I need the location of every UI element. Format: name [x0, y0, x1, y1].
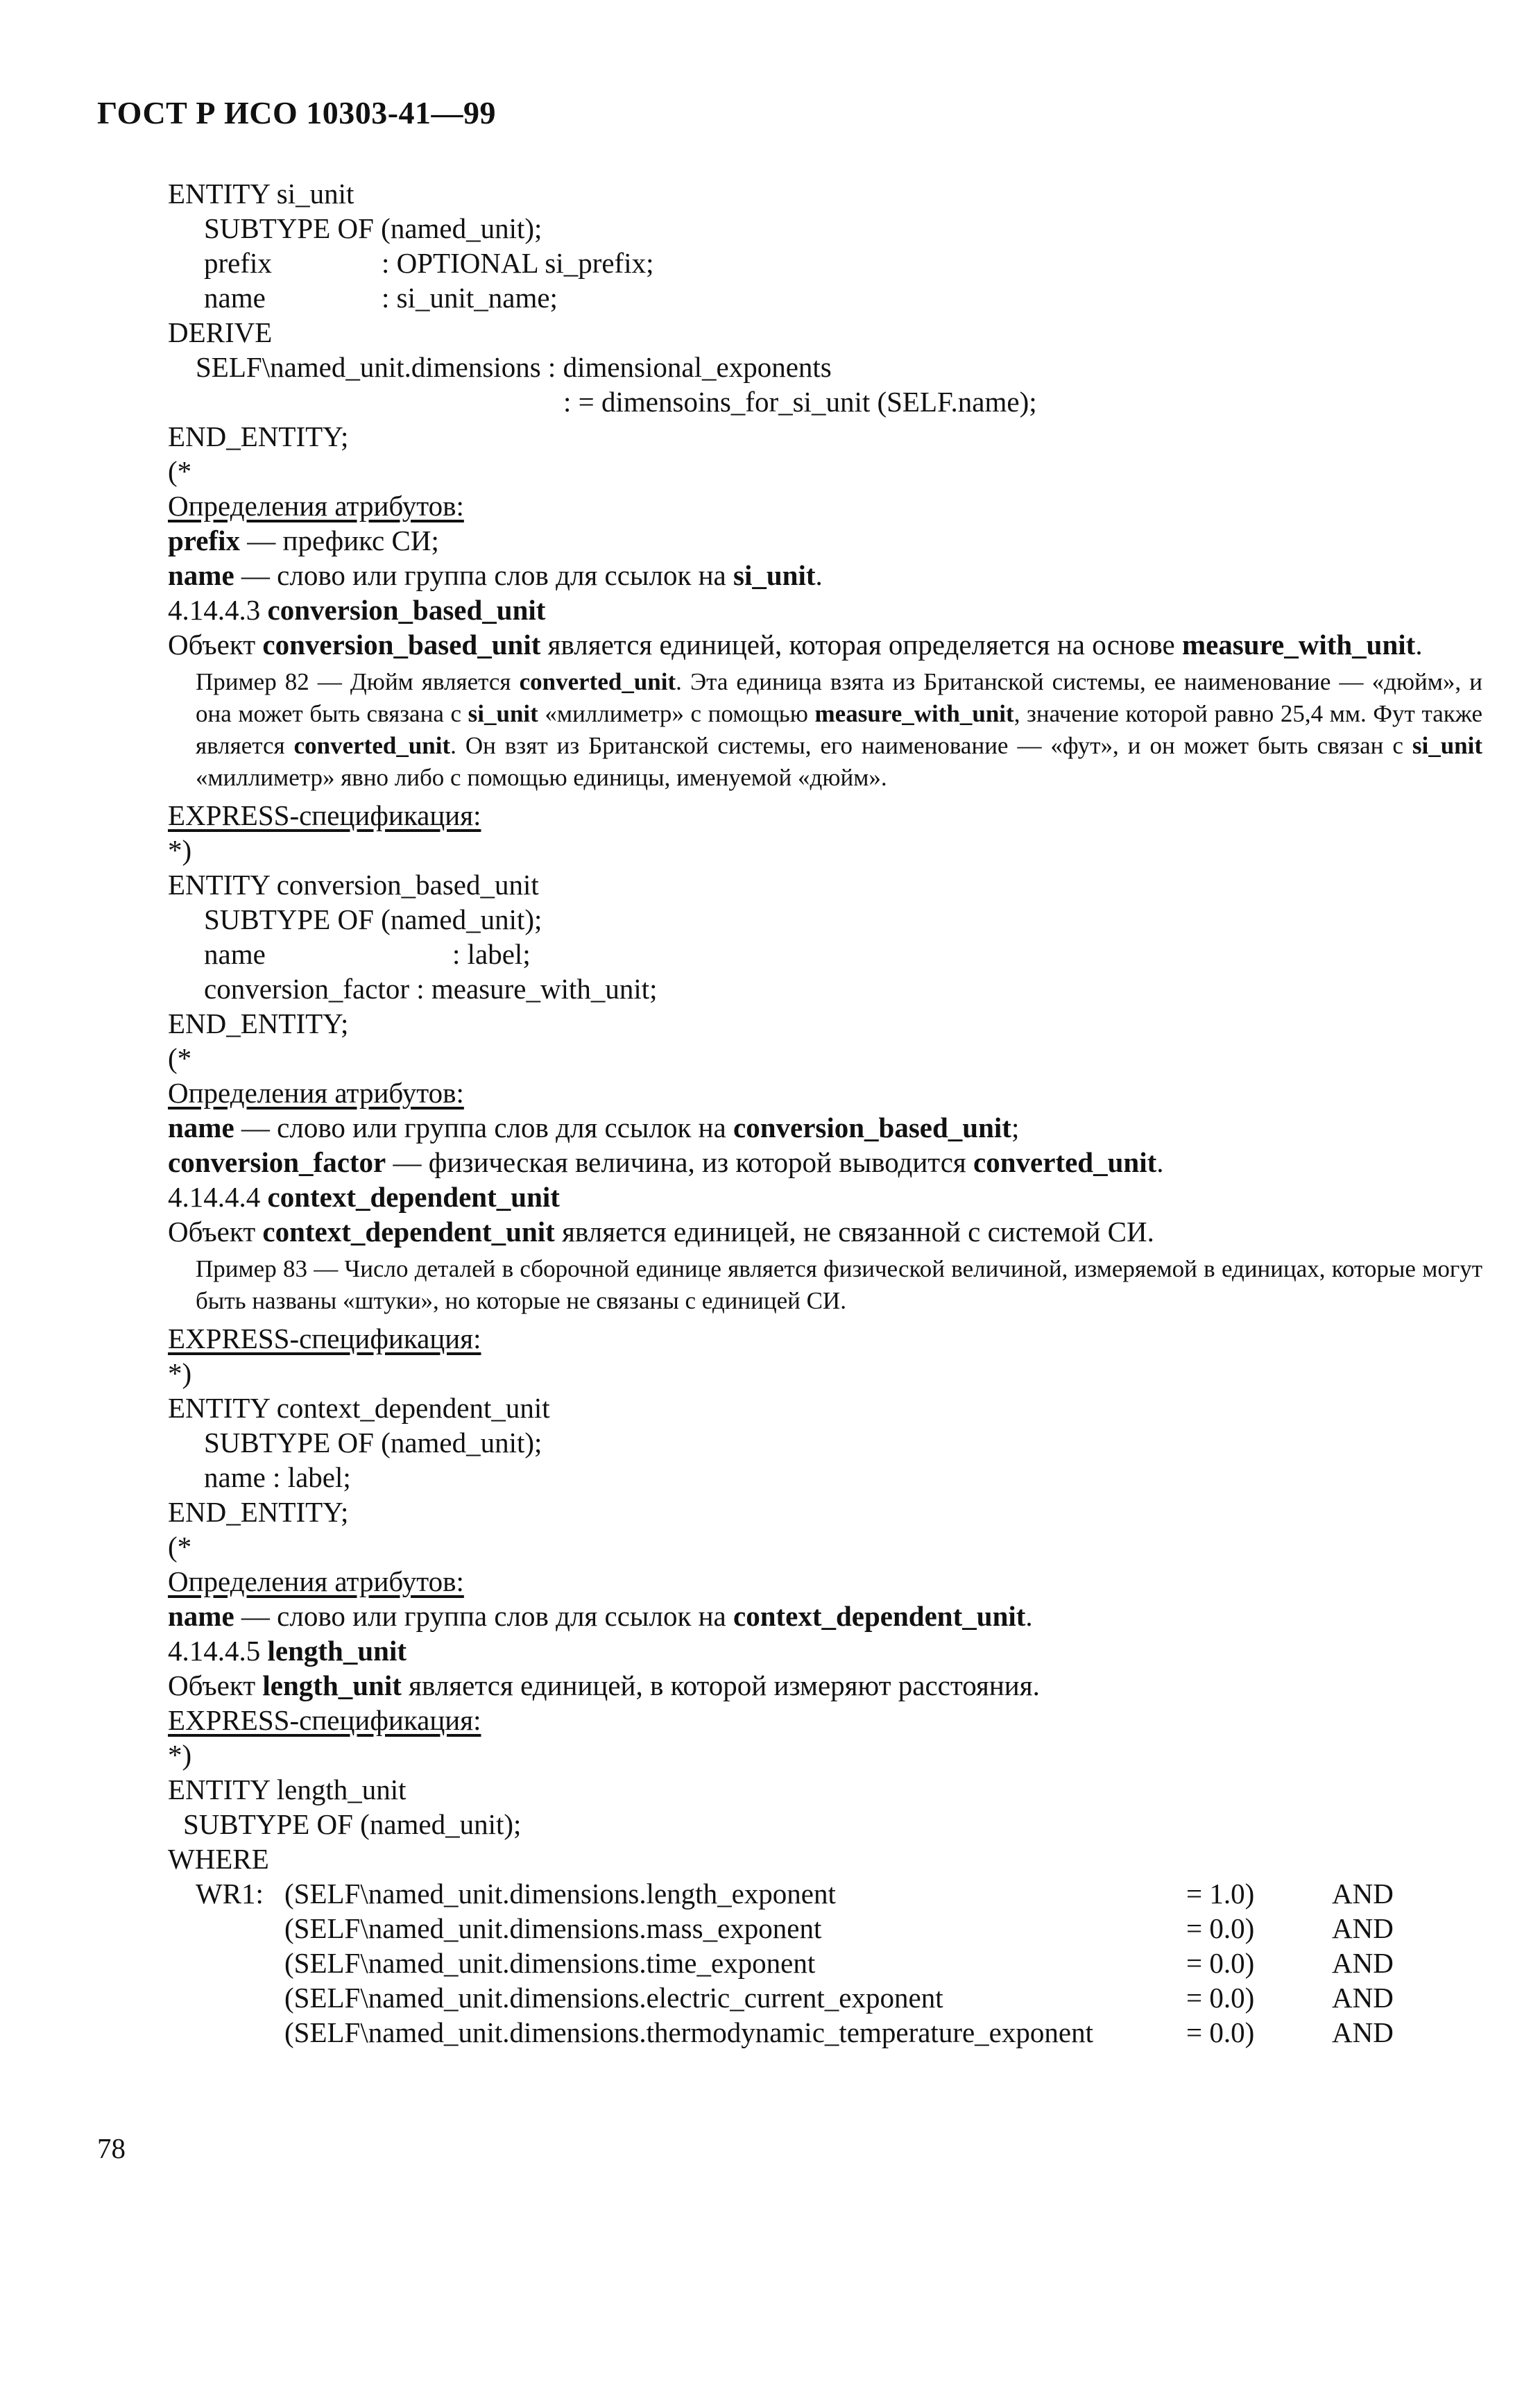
rule-operator: AND [1332, 1912, 1394, 1944]
rule-operator: AND [1332, 1878, 1394, 1910]
term: conversion_based_unit [262, 629, 541, 661]
attr-definition [168, 523, 1486, 558]
punct: . [1025, 1600, 1033, 1632]
rule-expression: (SELF\named_unit.dimensions.mass_exponent [284, 1912, 822, 1944]
code-line [168, 971, 1486, 1006]
code-line: END_ENTITY; [168, 1496, 349, 1528]
definition-text: — слово или группа слов для ссылок на [234, 1112, 733, 1144]
rule-operator: AND [1332, 1982, 1394, 2014]
example-note [196, 666, 1482, 794]
term-ref: converted_unit [973, 1146, 1157, 1178]
section-title: conversion_based_unit [267, 594, 546, 626]
code-line: *) [168, 834, 192, 866]
attr-type: : measure_with_unit; [409, 973, 658, 1005]
code-line: END_ENTITY; [168, 1008, 349, 1039]
definition-text: — префикс СИ; [240, 525, 439, 556]
attr-name: conversion_factor [204, 973, 409, 1005]
section-description [168, 1668, 1486, 1703]
page-number: 78 [97, 2132, 126, 2164]
attr-type: : OPTIONAL si_prefix; [382, 247, 654, 279]
code-line [168, 246, 1486, 280]
attr-type: : si_unit_name; [382, 282, 558, 314]
attr-definition [168, 1145, 1486, 1180]
desc-text: является единицей, которая определяется на основе [540, 629, 1182, 661]
where-rule-row [168, 1980, 1486, 2015]
rule-label [168, 1980, 284, 2015]
example-83-text: Пример 83 — Число деталей в сборочной единице является физической величиной, измеряемой в единицах, которые могут быть названы «штуки», но которые не связаны с единицей СИ. [196, 1255, 1482, 1314]
rule-label [168, 1911, 284, 1946]
term: context_dependent_unit [262, 1216, 555, 1248]
where-rule-row [168, 1876, 1486, 1911]
punct: . [1156, 1146, 1164, 1178]
code-line: (* [168, 1531, 192, 1563]
rule-value: = 0.0) [1186, 1912, 1255, 1944]
term-ref: measure_with_unit [1181, 629, 1416, 661]
term: prefix [168, 525, 241, 556]
term: conversion_factor [168, 1146, 386, 1178]
definition-text: — слово или группа слов для ссылок на [234, 1600, 733, 1632]
code-line: (* [168, 1042, 192, 1074]
note-term: si_unit [1412, 732, 1482, 759]
note-term: converted_unit [293, 732, 451, 759]
desc-text: является единицей, не связанной с системой СИ. [554, 1216, 1154, 1248]
section-heading [168, 1633, 1486, 1668]
rule-label [168, 1946, 284, 1980]
code-line: DERIVE [168, 316, 273, 348]
note-text: , значение которой равно 25,4 мм. Фут также является [196, 700, 1482, 759]
section-description [168, 627, 1486, 662]
defs-heading: Определения атрибутов: [168, 1565, 464, 1597]
section-heading [168, 1180, 1486, 1214]
section-number: 4.14.4.4 [168, 1181, 268, 1213]
punct: ; [1011, 1112, 1020, 1144]
note-text: . Он взят из Британской системы, его наименование — «фут», и он может быть связан с [450, 732, 1412, 759]
rule-value: = 0.0) [1186, 1947, 1255, 1979]
term: name [168, 1112, 234, 1144]
note-term: measure_with_unit [814, 700, 1014, 727]
rule-expression: (SELF\named_unit.dimensions.time_exponent [284, 1947, 816, 1979]
note-term: converted_unit [519, 668, 676, 695]
desc-text: Объект [168, 629, 263, 661]
where-rule-row [168, 1946, 1486, 1980]
example-note [196, 1253, 1482, 1317]
attr-definition [168, 1599, 1486, 1633]
document-body [168, 176, 1486, 2050]
rule-label [168, 2015, 284, 2050]
section-title: length_unit [267, 1635, 407, 1667]
note-term: si_unit [468, 700, 538, 727]
code-line: WHERE [168, 1843, 269, 1875]
rule-value: = 0.0) [1186, 1982, 1255, 2014]
code-line: END_ENTITY; [168, 420, 349, 452]
rule-label: WR1: [196, 1878, 271, 1910]
rule-value: = 1.0) [1186, 1878, 1255, 1910]
term-ref: context_dependent_unit [733, 1600, 1026, 1632]
code-line: SUBTYPE OF (named_unit); [204, 903, 542, 935]
code-line: ENTITY length_unit [168, 1774, 407, 1805]
code-line [168, 280, 1486, 315]
term: name [168, 559, 234, 591]
definition-text: — слово или группа слов для ссылок на [234, 559, 733, 591]
note-text: «миллиметр» с помощью [538, 700, 815, 727]
rule-operator: AND [1332, 1947, 1394, 1979]
code-line: *) [168, 1739, 192, 1771]
term: name [168, 1600, 234, 1632]
note-text: . Эта единица взята из Британской системы, ее наименование — «дюйм», и она может быть связана с [196, 668, 1482, 727]
attr-name: name [204, 282, 266, 314]
punct: . [1415, 629, 1423, 661]
section-number: 4.14.4.5 [168, 1635, 268, 1667]
term-ref: si_unit [733, 559, 816, 591]
rule-operator: AND [1332, 2016, 1394, 2048]
code-line: SUBTYPE OF (named_unit); [204, 212, 542, 244]
section-description [168, 1214, 1486, 1249]
note-text: Пример 82 — Дюйм является [196, 668, 520, 695]
code-line: SUBTYPE OF (named_unit); [183, 1808, 522, 1840]
code-line: name : label; [204, 1461, 351, 1493]
where-rule-block [168, 1876, 1486, 2050]
term-ref: conversion_based_unit [733, 1112, 1011, 1144]
section-number: 4.14.4.3 [168, 594, 268, 626]
attr-name: prefix [204, 247, 272, 279]
section-heading [168, 593, 1486, 627]
rule-expression: (SELF\named_unit.dimensions.thermodynamic_temperature_exponent [284, 2016, 1093, 2048]
defs-heading: Определения атрибутов: [168, 1077, 464, 1109]
section-title: context_dependent_unit [267, 1181, 560, 1213]
code-line: : = dimensoins_for_si_unit (SELF.name); [563, 386, 1037, 418]
where-rule-row [168, 1911, 1486, 1946]
where-rule-row [168, 2015, 1486, 2050]
code-line: SELF\named_unit.dimensions : dimensional_exponents [196, 351, 832, 383]
definition-text: — физическая величина, из которой выводится [386, 1146, 974, 1178]
attr-name: name [204, 938, 266, 970]
attr-definition [168, 1110, 1486, 1145]
rule-expression: (SELF\named_unit.dimensions.electric_current_exponent [284, 1982, 943, 2014]
desc-text: является единицей, в которой измеряют расстояния. [401, 1669, 1040, 1701]
desc-text: Объект [168, 1216, 263, 1248]
punct: . [815, 559, 823, 591]
attr-type: : label; [452, 938, 531, 970]
code-line: ENTITY conversion_based_unit [168, 869, 539, 901]
express-heading: EXPRESS-спецификация: [168, 1704, 481, 1736]
code-line [168, 937, 1486, 971]
code-line: ENTITY si_unit [168, 178, 354, 210]
term: length_unit [262, 1669, 402, 1701]
attr-definition [168, 558, 1486, 593]
code-line: ENTITY context_dependent_unit [168, 1392, 550, 1424]
document-header: ГОСТ Р ИСО 10303-41—99 [97, 95, 497, 130]
code-line: (* [168, 455, 192, 487]
example-82-text [196, 666, 1482, 794]
rule-expression: (SELF\named_unit.dimensions.length_exponent [284, 1878, 836, 1910]
code-line: SUBTYPE OF (named_unit); [204, 1427, 542, 1459]
note-text: «миллиметр» явно либо с помощью единицы, именуемой «дюйм». [196, 764, 887, 791]
code-line: *) [168, 1357, 192, 1389]
express-heading: EXPRESS-спецификация: [168, 799, 481, 831]
desc-text: Объект [168, 1669, 263, 1701]
express-heading: EXPRESS-спецификация: [168, 1323, 481, 1354]
defs-heading: Определения атрибутов: [168, 490, 464, 522]
rule-value: = 0.0) [1186, 2016, 1255, 2048]
